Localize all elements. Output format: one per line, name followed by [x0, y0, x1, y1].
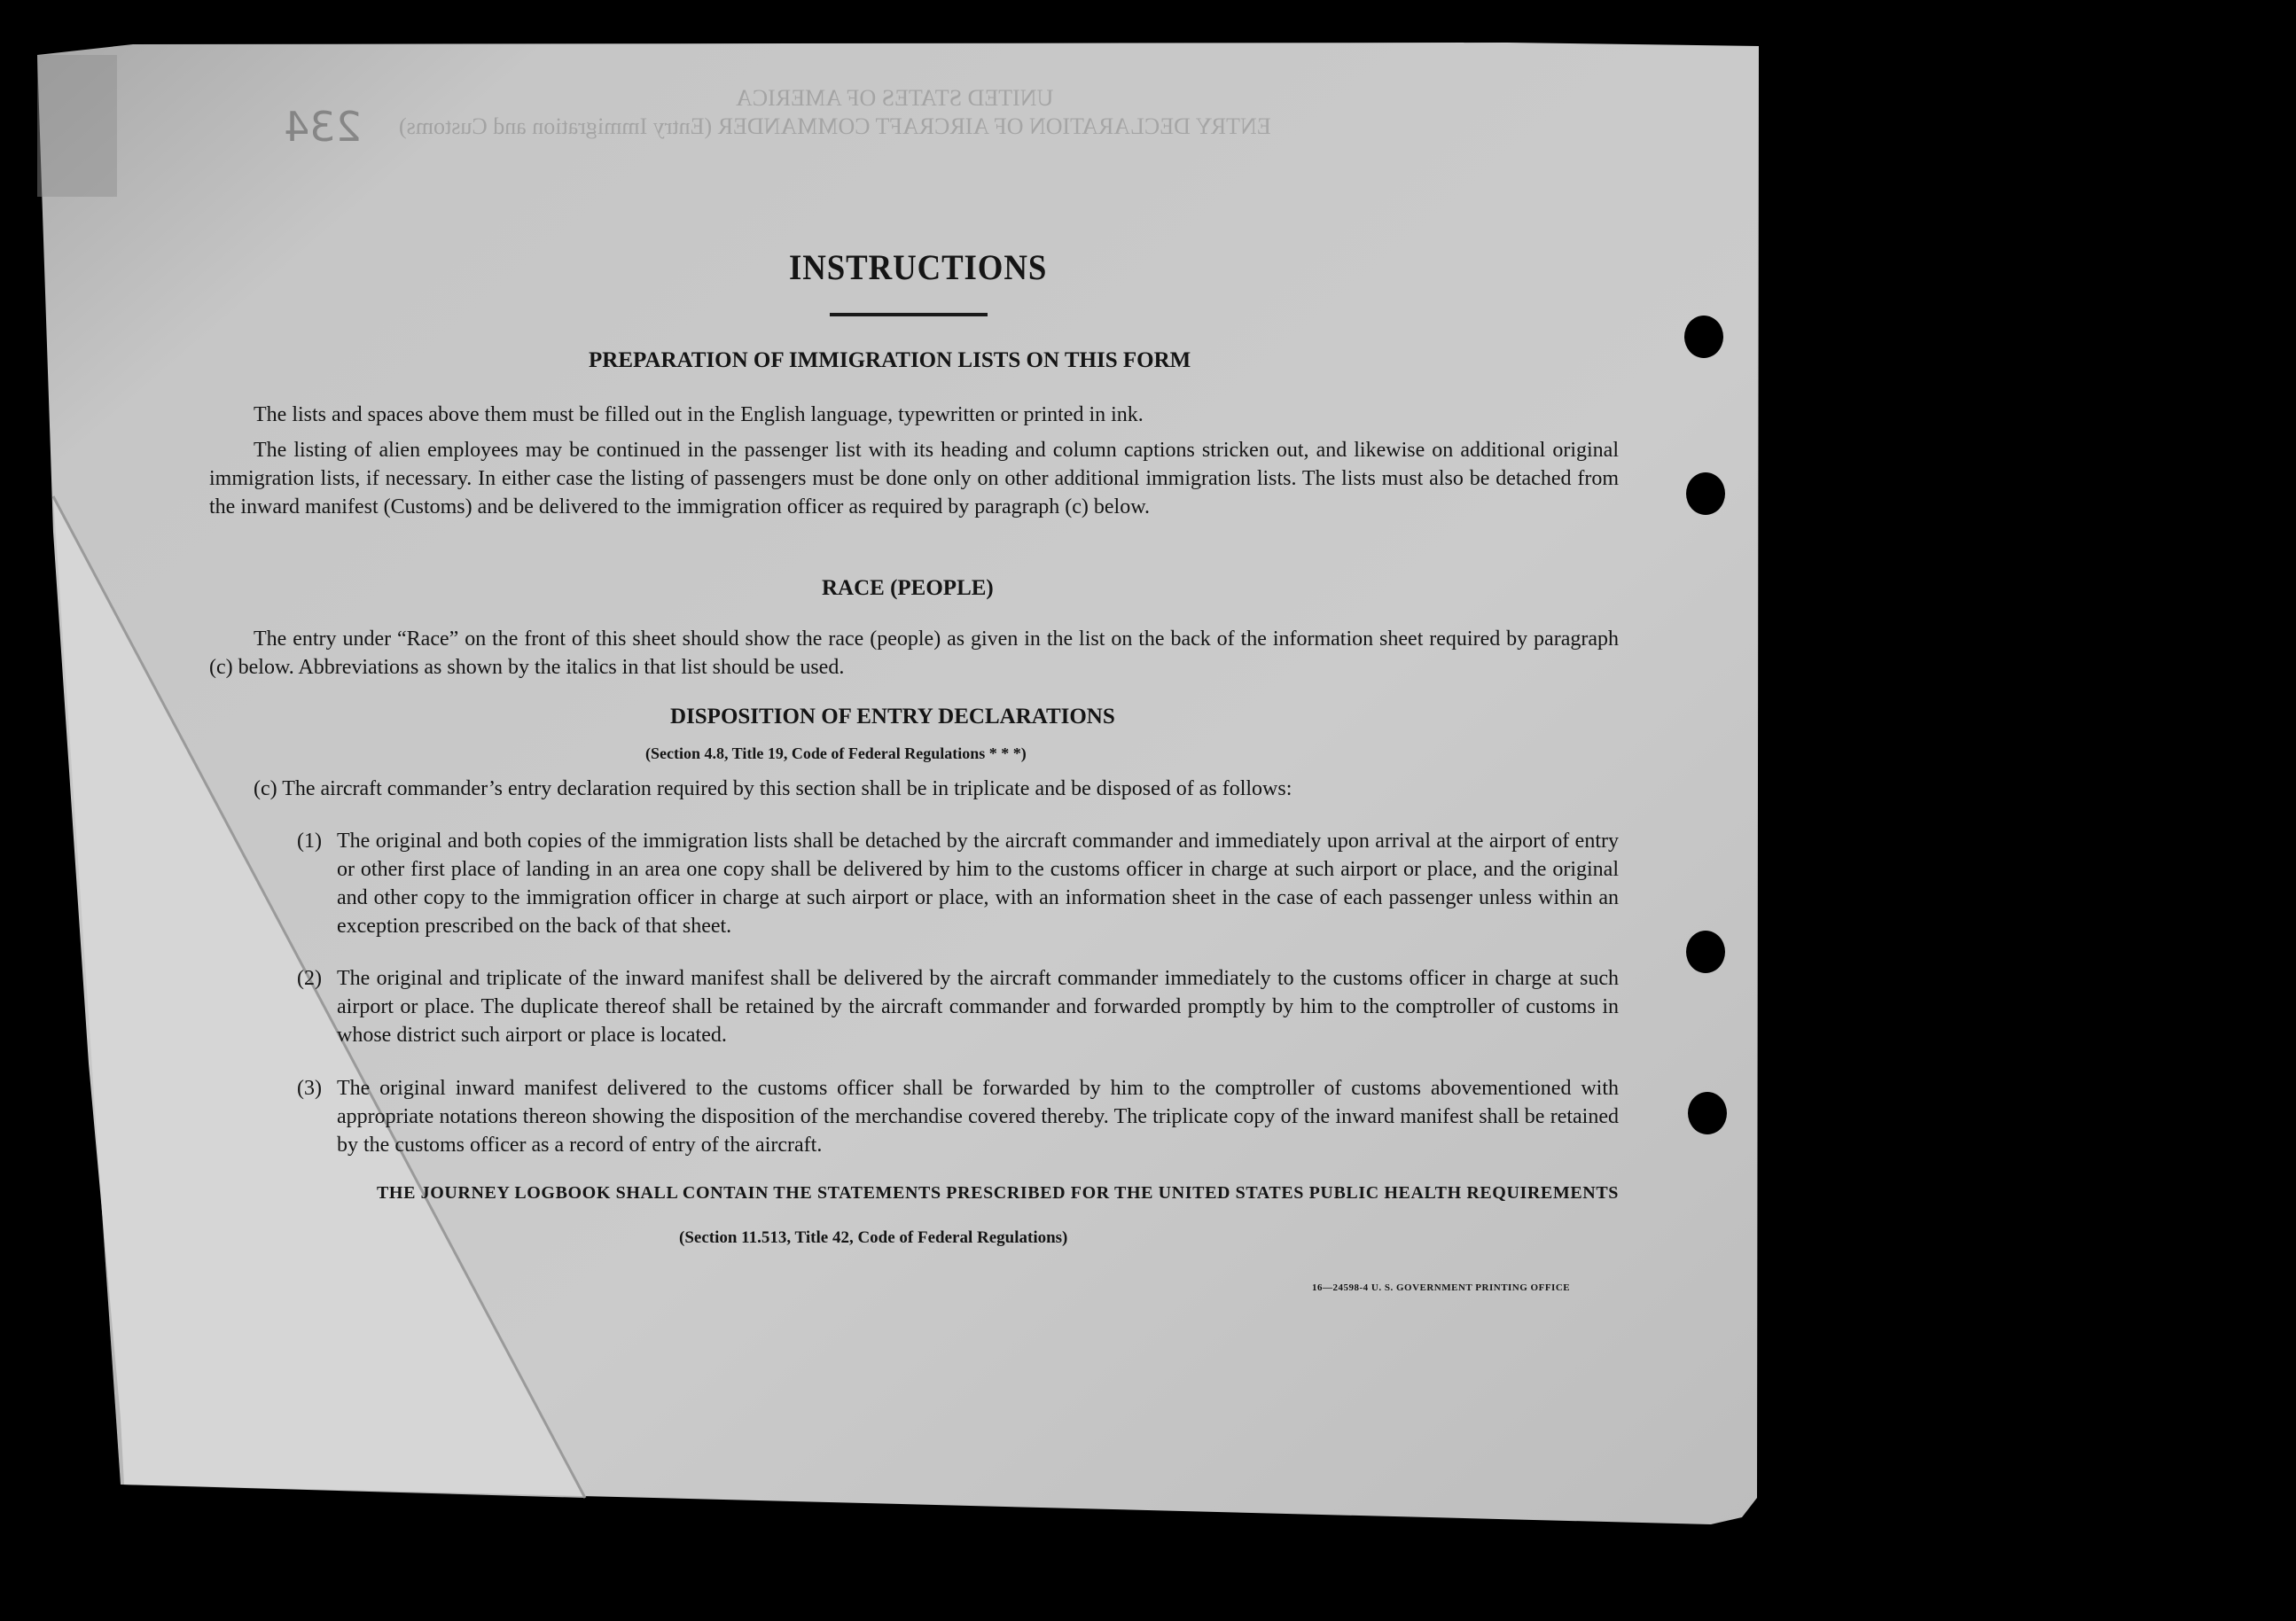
section-heading-disposition: DISPOSITION OF ENTRY DECLARATIONS [670, 705, 1115, 729]
list-item [297, 1074, 1619, 1159]
section-heading-preparation: PREPARATION OF IMMIGRATION LISTS ON THIS FORM [589, 348, 1191, 372]
list-item-number: (2) [297, 967, 322, 990]
list-item [297, 964, 1619, 1049]
list-item-text: The original and triplicate of the inward manifest shall be delivered by the aircraft commander immediately to the customs officer in charge at such airport or place. The duplicate thereof shall be retained by the aircraft commander and forwarded promptly by him to the comptroller of customs in whose district such airport or place is located. [337, 967, 1619, 1047]
punch-hole [1686, 472, 1725, 515]
list-item-number: (3) [297, 1077, 322, 1100]
title-underline [830, 313, 988, 316]
punch-hole [1686, 931, 1725, 973]
journey-citation: (Section 11.513, Title 42, Code of Federal Regulations) [679, 1228, 1068, 1247]
page-title: INSTRUCTIONS [789, 247, 1048, 287]
paragraph-alien-employees: The listing of alien employees may be continued in the passenger list with its heading and column captions stricken out, and likewise on additional original immigration lists, if necessary. In either case the listing of passengers must be done only on other additional immigration lists. The lists must also be detached from the inward manifest (Customs) and be delivered to the immigration officer as required by paragraph (c) below. [209, 439, 1619, 518]
punch-hole [1684, 316, 1723, 358]
list-item [297, 827, 1619, 940]
printer-imprint: 16—24598-4 U. S. GOVERNMENT PRINTING OFFICE [1312, 1282, 1571, 1293]
section-heading-race: RACE (PEOPLE) [822, 576, 994, 600]
bleed-through-line: ENTRY DECLARATION OF AIRCRAFT COMMANDER (Entry Immigration and Customs) [399, 113, 1271, 139]
list-item-text: The original and both copies of the immigration lists shall be detached by the aircraft commander and immediately upon arrival at the airport of entry or other first place of landing in an area one copy shall be delivered by him to the customs officer in charge at such airport or place, and the original and other copy to the immigration officer in charge at such airport or place, with an information sheet in the case of each passenger unless within an exception prescribed on the back of that sheet. [337, 830, 1619, 938]
handwritten-stamp: 234 [284, 103, 362, 151]
paragraph-language: The lists and spaces above them must be filled out in the English language, typewritten or printed in ink. [254, 403, 1144, 426]
punch-hole [1688, 1092, 1727, 1134]
paragraph-race: The entry under “Race” on the front of this sheet should show the race (people) as given in the list on the back of the information sheet required by paragraph (c) below. Abbreviations as shown by the italics in that list should be used. [209, 627, 1619, 679]
bleed-through-line: UNITED STATES OF AMERICA [736, 85, 1054, 111]
list-item-text: The original inward manifest delivered to the customs officer shall be forwarded by him to the comptroller of customs abovementioned with appropriate notations thereon showing the disposition of the merchandise covered thereby. The triplicate copy of the inward manifest shall be retained by the customs officer as a record of entry of the aircraft. [337, 1077, 1619, 1157]
list-item-number: (1) [297, 830, 322, 853]
paragraph-disposition-intro: (c) The aircraft commander’s entry declaration required by this section shall be in triplicate and be disposed of as follows: [254, 777, 1292, 800]
disposition-citation: (Section 4.8, Title 19, Code of Federal Regulations * * *) [645, 744, 1027, 762]
journey-logbook-statement: THE JOURNEY LOGBOOK SHALL CONTAIN THE STATEMENTS PRESCRIBED FOR THE UNITED STATES PUBLIC HEALTH REQUIREMENTS [376, 1183, 1619, 1203]
